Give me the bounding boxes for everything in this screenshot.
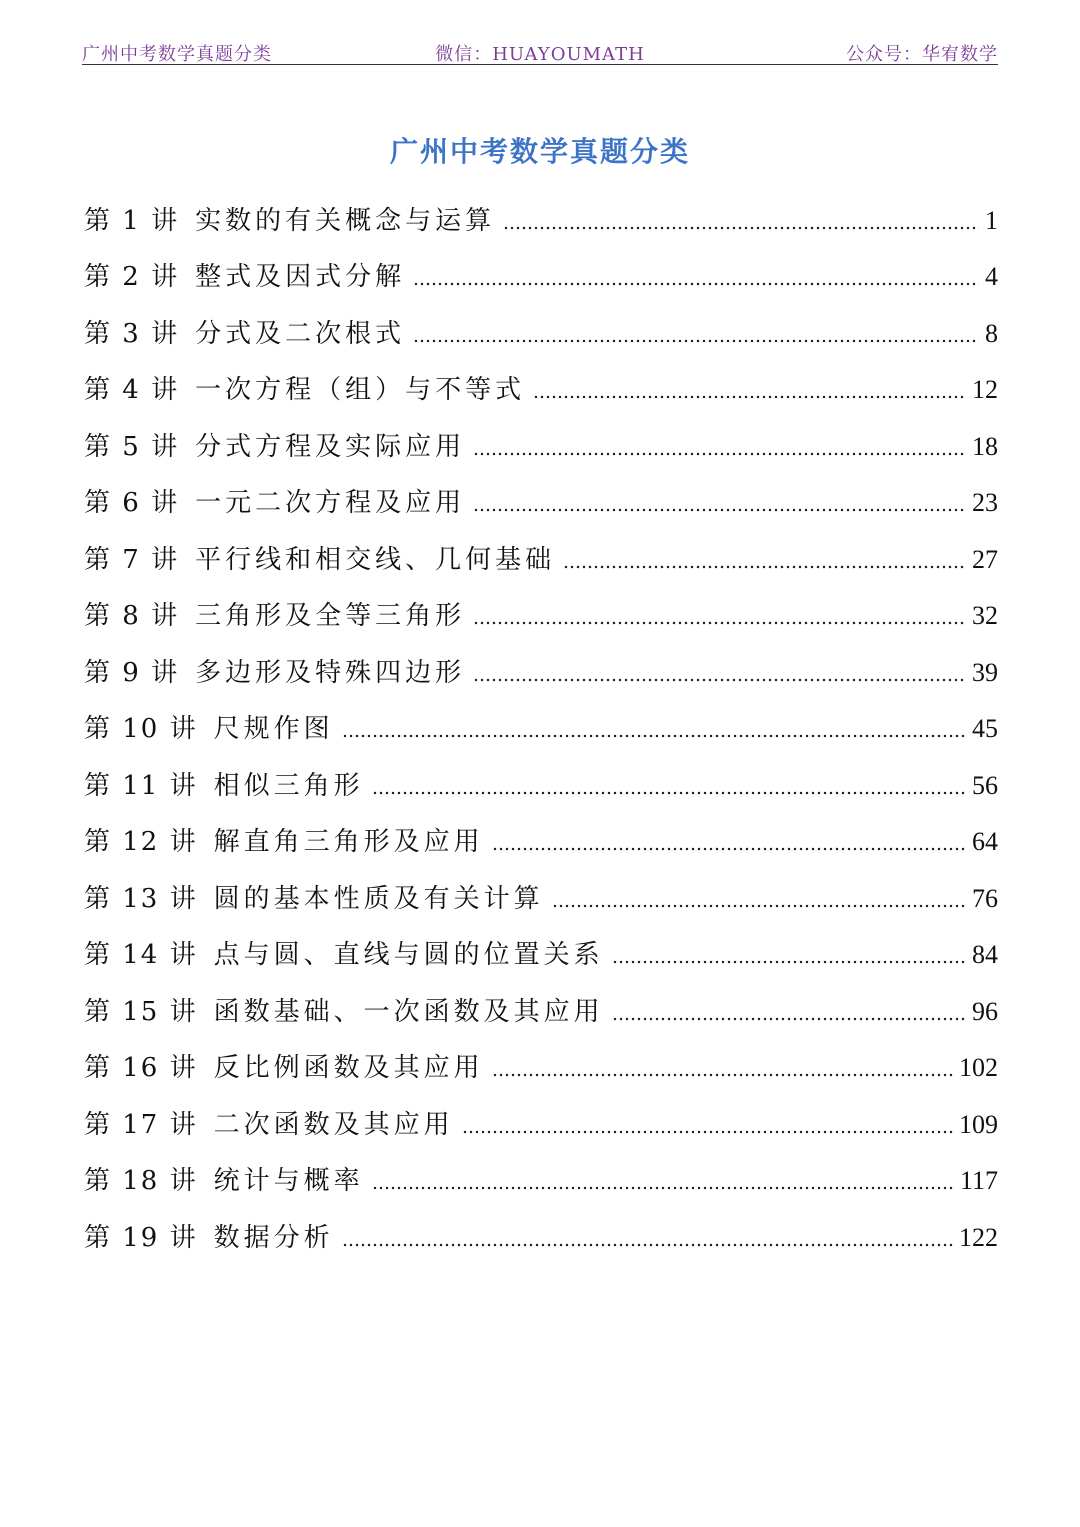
toc-entry[interactable] [84, 864, 998, 921]
toc-entry-title: 整式及因式分解 [195, 262, 406, 292]
toc-entry-number: 第 3 讲 [84, 318, 180, 349]
toc-entry-title: 点与圆、直线与圆的位置关系 [213, 940, 604, 970]
toc-entry-number: 第 10 讲 [84, 714, 198, 744]
toc-entry[interactable] [84, 695, 998, 752]
toc-entry-page: 27 [972, 544, 998, 574]
toc-entry-page: 84 [972, 940, 998, 969]
toc-entry-page: 32 [972, 601, 998, 630]
toc-entry[interactable] [84, 921, 998, 978]
toc-entry-page: 1 [985, 205, 998, 235]
toc-dot-leader [473, 673, 966, 683]
toc-dot-leader [492, 1068, 953, 1078]
toc-entry-title: 一元二次方程及应用 [195, 488, 466, 518]
toc-entry-number: 第 12 讲 [84, 827, 198, 857]
toc-entry-number: 第 9 讲 [84, 657, 180, 688]
toc-entry-page: 102 [959, 1053, 998, 1082]
toc-entry-title: 相似三角形 [213, 770, 364, 801]
header-left-text: 广州中考数学真题分类 [82, 44, 272, 65]
toc-entry[interactable] [84, 1090, 998, 1147]
toc-entry-page: 64 [972, 827, 998, 856]
toc-entry-number: 第 2 讲 [84, 262, 180, 292]
toc-entry-title: 分式及二次根式 [195, 318, 406, 349]
toc-entry-number: 第 4 讲 [84, 375, 180, 405]
toc-dot-leader [492, 842, 966, 852]
toc-entry[interactable] [84, 808, 998, 865]
toc-entry-page: 56 [972, 770, 998, 800]
toc-entry[interactable] [84, 412, 998, 469]
toc-entry-number: 第 19 讲 [84, 1222, 198, 1253]
toc-dot-leader [612, 1012, 966, 1022]
toc-entry-page: 117 [959, 1166, 998, 1195]
toc-entry-title: 二次函数及其应用 [213, 1109, 454, 1140]
toc-entry-number: 第 18 讲 [84, 1166, 198, 1196]
toc-entry-title: 圆的基本性质及有关计算 [213, 883, 544, 914]
toc-entry-number: 第 11 讲 [84, 770, 198, 801]
toc-dot-leader [413, 334, 979, 344]
toc-dot-leader [413, 277, 979, 287]
toc-entry-title: 数据分析 [213, 1222, 334, 1253]
toc-entry[interactable] [84, 186, 998, 243]
toc-dot-leader [612, 955, 966, 965]
toc-dot-leader [342, 729, 966, 739]
toc-dot-leader [533, 390, 966, 400]
toc-entry-number: 第 15 讲 [84, 996, 198, 1027]
toc-dot-leader [342, 1238, 953, 1248]
toc-entry-page: 96 [972, 996, 998, 1026]
toc-entry-page: 12 [972, 375, 998, 404]
toc-entry-title: 多边形及特殊四边形 [195, 657, 466, 688]
toc-entry-title: 平行线和相交线、几何基础 [195, 544, 556, 575]
toc-entry[interactable] [84, 1147, 998, 1204]
toc-entry[interactable] [84, 638, 998, 695]
toc-entry[interactable] [84, 356, 998, 413]
toc-entry-number: 第 8 讲 [84, 601, 180, 631]
toc-dot-leader [473, 616, 966, 626]
toc-entry-number: 第 16 讲 [84, 1053, 198, 1083]
toc-dot-leader [462, 1125, 953, 1135]
header-wechat-text: 微信：HUAYOUMATH [435, 44, 645, 65]
toc-entry-number: 第 7 讲 [84, 544, 180, 575]
table-of-contents [84, 186, 998, 1260]
toc-entry-page: 122 [959, 1222, 998, 1252]
toc-entry-page: 8 [985, 318, 998, 348]
toc-entry-title: 反比例函数及其应用 [213, 1053, 484, 1083]
toc-dot-leader [552, 899, 966, 909]
header-account-text: 公众号：华宥数学 [846, 44, 998, 65]
toc-entry[interactable] [84, 243, 998, 300]
toc-entry[interactable] [84, 469, 998, 526]
toc-entry[interactable] [84, 1203, 998, 1260]
toc-entry-title: 分式方程及实际应用 [195, 431, 466, 462]
toc-entry-page: 4 [985, 262, 998, 291]
toc-entry-number: 第 13 讲 [84, 883, 198, 914]
toc-entry-number: 第 6 讲 [84, 488, 180, 518]
toc-entry-title: 三角形及全等三角形 [195, 601, 466, 631]
toc-entry[interactable] [84, 751, 998, 808]
page-header [82, 34, 998, 65]
toc-dot-leader [563, 560, 966, 570]
toc-entry-number: 第 1 讲 [84, 205, 180, 236]
toc-dot-leader [503, 221, 979, 231]
toc-entry[interactable] [84, 525, 998, 582]
toc-dot-leader [372, 786, 966, 796]
document-title: 广州中考数学真题分类 [389, 135, 690, 168]
toc-entry-title: 尺规作图 [213, 714, 334, 744]
toc-entry[interactable] [84, 299, 998, 356]
toc-dot-leader [372, 1181, 954, 1191]
toc-entry-number: 第 14 讲 [84, 940, 198, 970]
toc-entry-title: 函数基础、一次函数及其应用 [213, 996, 604, 1027]
toc-entry-page: 76 [972, 883, 998, 913]
toc-entry-title: 统计与概率 [213, 1166, 364, 1196]
toc-dot-leader [473, 447, 966, 457]
toc-entry-page: 18 [972, 431, 998, 461]
toc-entry[interactable] [84, 977, 998, 1034]
toc-dot-leader [473, 503, 966, 513]
toc-entry[interactable] [84, 1034, 998, 1091]
toc-entry-number: 第 5 讲 [84, 431, 180, 462]
toc-entry-page: 23 [972, 488, 998, 517]
toc-entry-title: 实数的有关概念与运算 [195, 205, 496, 236]
toc-entry[interactable] [84, 582, 998, 639]
toc-entry-page: 109 [959, 1109, 998, 1139]
toc-entry-title: 解直角三角形及应用 [213, 827, 484, 857]
toc-entry-number: 第 17 讲 [84, 1109, 198, 1140]
toc-entry-page: 45 [972, 714, 998, 743]
toc-entry-page: 39 [972, 657, 998, 687]
toc-entry-title: 一次方程（组）与不等式 [195, 375, 526, 405]
